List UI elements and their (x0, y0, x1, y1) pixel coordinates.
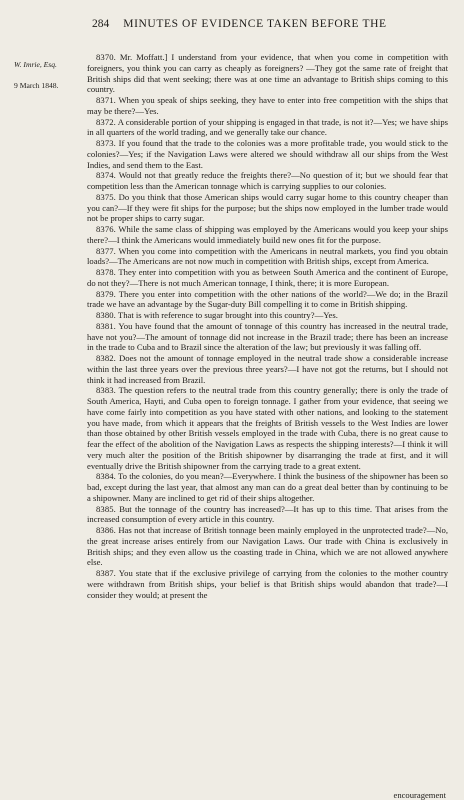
question-answer-text: If you found that the trade to the colonies was a more profitable trade, you would stick to the colonies?—Yes; if the Navigation Laws were altered we should withdraw all our ships from the West Indies, and send them to the East. (87, 138, 449, 170)
question-number: 8380. (96, 310, 116, 320)
catchword: encouragement (393, 790, 446, 800)
evidence-paragraph (87, 138, 448, 170)
question-answer-text: When you speak of ships seeking, they have to enter into free competition with the ships that may be there?—Yes. (87, 95, 448, 116)
question-number: 8385. (96, 503, 116, 514)
question-number: 8382. (96, 353, 116, 363)
evidence-paragraph (87, 321, 448, 353)
question-number: 8376. (96, 224, 116, 234)
question-answer-text: You have found that the amount of tonnage of this country has increased in the neutral trade, have not you?—The amount of tonnage did not increase in the Brazil trade; there has been an increase in the trade to Cuba and to Brazil since the alteration of the law; but previously it was falling off. (87, 320, 448, 353)
question-number: 8378. (96, 267, 116, 277)
question-answer-text: But the tonnage of the country has increased?—It has up to this time. That arises from the increased consumption of every article in this country. (87, 503, 448, 525)
question-answer-text: There you enter into competition with the other nations of the world?—We do; in the Brazil trade we have an advantage by the Sugar-duty Bill compelling it to come in British shipping. (87, 288, 448, 310)
evidence-paragraph (87, 52, 448, 95)
evidence-paragraph (87, 310, 448, 321)
question-number: 8370. (96, 52, 116, 62)
question-answer-text: While the same class of shipping was employed by the Americans would you keep your ships there?—I think the Americans would immediately build new ones fit for the purpose. (87, 224, 448, 245)
question-number: 8377. (96, 245, 116, 256)
question-answer-text: When you come into competition with the Americans in neutral markets, you find you obtain loads?—The Americans are not now much in competition with British ships, except from America. (87, 245, 448, 267)
running-title: MINUTES OF EVIDENCE TAKEN BEFORE THE (123, 18, 387, 30)
evidence-paragraph (87, 289, 448, 311)
evidence-paragraph (87, 504, 448, 526)
question-answer-text: To the colonies, do you mean?—Everywhere. I think the business of the shipowner has been so bad, except during the last year, that almost any man can do a great deal better than by continuing to be a shipowner. Many are inclined to get rid of their ships altogether. (87, 471, 448, 503)
question-answer-text: That is with reference to sugar brought into this country?—Yes. (117, 310, 338, 320)
question-answer-text: Has not that increase of British tonnage been mainly employed in the unprotected trade?—No, the great increase arises entirely from our Navigation Laws. Our trade with China is exclusively in British ships; and they even allow us the coasting trade in China, which we are not allowed anywhere else. (87, 525, 448, 568)
running-header (92, 18, 452, 30)
question-number: 8379. (96, 288, 116, 299)
evidence-paragraph (87, 385, 448, 471)
evidence-paragraph (87, 525, 448, 568)
question-number: 8384. (96, 471, 116, 482)
page-number: 284 (92, 18, 110, 30)
question-answer-text: You state that if the exclusive privilege of carrying from the colonies to the mother country were withdrawn from British ships, your belief is that British ships would abandon that trade?—I consider they would; at present the (87, 568, 449, 600)
margin-witness-name: W. Imrie, Esq. (14, 60, 57, 69)
question-number: 8386. (96, 525, 116, 535)
question-number: 8375. (96, 191, 116, 202)
question-answer-text: The question refers to the neutral trade from this country generally; there is only the trade of South America, Hayti, and Cuba open to foreign tonnage. I gather from your evidence, that seeing we have come fairly into competition as you have stated with other nations, and looking to the statement you have made, from which it appears that the freights of British vessels to the West Indies are lower than those obtained by other British vessels employed in the trade with Cuba, there is no great cause to fear the effect of the abolition of the Navigation Laws as respects the shipping interests?—I think it will very much alter the position of the British shipowner by disarranging the trade at first, and it will eventually drive the British shipowner from the carrying trade to a great extent. (87, 385, 448, 471)
question-number: 8371. (96, 95, 116, 105)
evidence-paragraph (87, 246, 448, 268)
question-answer-text: Would not that greatly reduce the freights there?—No question of it; but we should fear that competition less than the American tonnage which is carrying supplies to our colonies. (87, 170, 448, 191)
question-number: 8381. (96, 320, 116, 331)
question-number: 8383. (96, 385, 116, 396)
evidence-paragraph (87, 170, 448, 192)
question-answer-text: A considerable portion of your shipping is engaged in that trade, is not it?—Yes; we have ships in all quarters of the world trading, and we generally take our chance. (87, 116, 448, 138)
question-number: 8374. (96, 170, 116, 181)
question-answer-text: Does not the amount of tonnage employed in the neutral trade show a considerable increase within the last three years over the previous three years?—I have not got the returns, but I should not think it had increased from Brazil. (87, 353, 448, 385)
question-answer-text: Do you think that those American ships would carry sugar home to this country cheaper than you can?—If they were fit ships for the purpose; but the ships now employed in the lumber trade would not be proper ships to carry sugar. (87, 191, 449, 224)
question-number: 8373. (96, 138, 116, 148)
evidence-paragraph (87, 568, 448, 600)
evidence-body (87, 52, 448, 600)
question-answer-text: Mr. Moffatt.] I understand from your evidence, that when you come in competition with foreigners, you think you can carry as cheaply as foreigners? —They got the same rate of freight that British ships did that went seeking; there was at one time an advantage to British ships coming to this country. (87, 52, 449, 95)
evidence-paragraph (87, 353, 448, 385)
question-number: 8387. (96, 568, 116, 578)
evidence-paragraph (87, 95, 448, 117)
evidence-paragraph (87, 192, 448, 224)
evidence-paragraph (87, 224, 448, 246)
question-number: 8372. (96, 116, 116, 127)
evidence-paragraph (87, 117, 448, 139)
evidence-paragraph (87, 471, 448, 503)
evidence-paragraph (87, 267, 448, 289)
question-answer-text: They enter into competition with you as between South America and the continent of Europe, do not they?—There is not much American tonnage, I think, there; it is more European. (87, 267, 448, 288)
margin-date: 9 March 1848. (14, 81, 59, 90)
